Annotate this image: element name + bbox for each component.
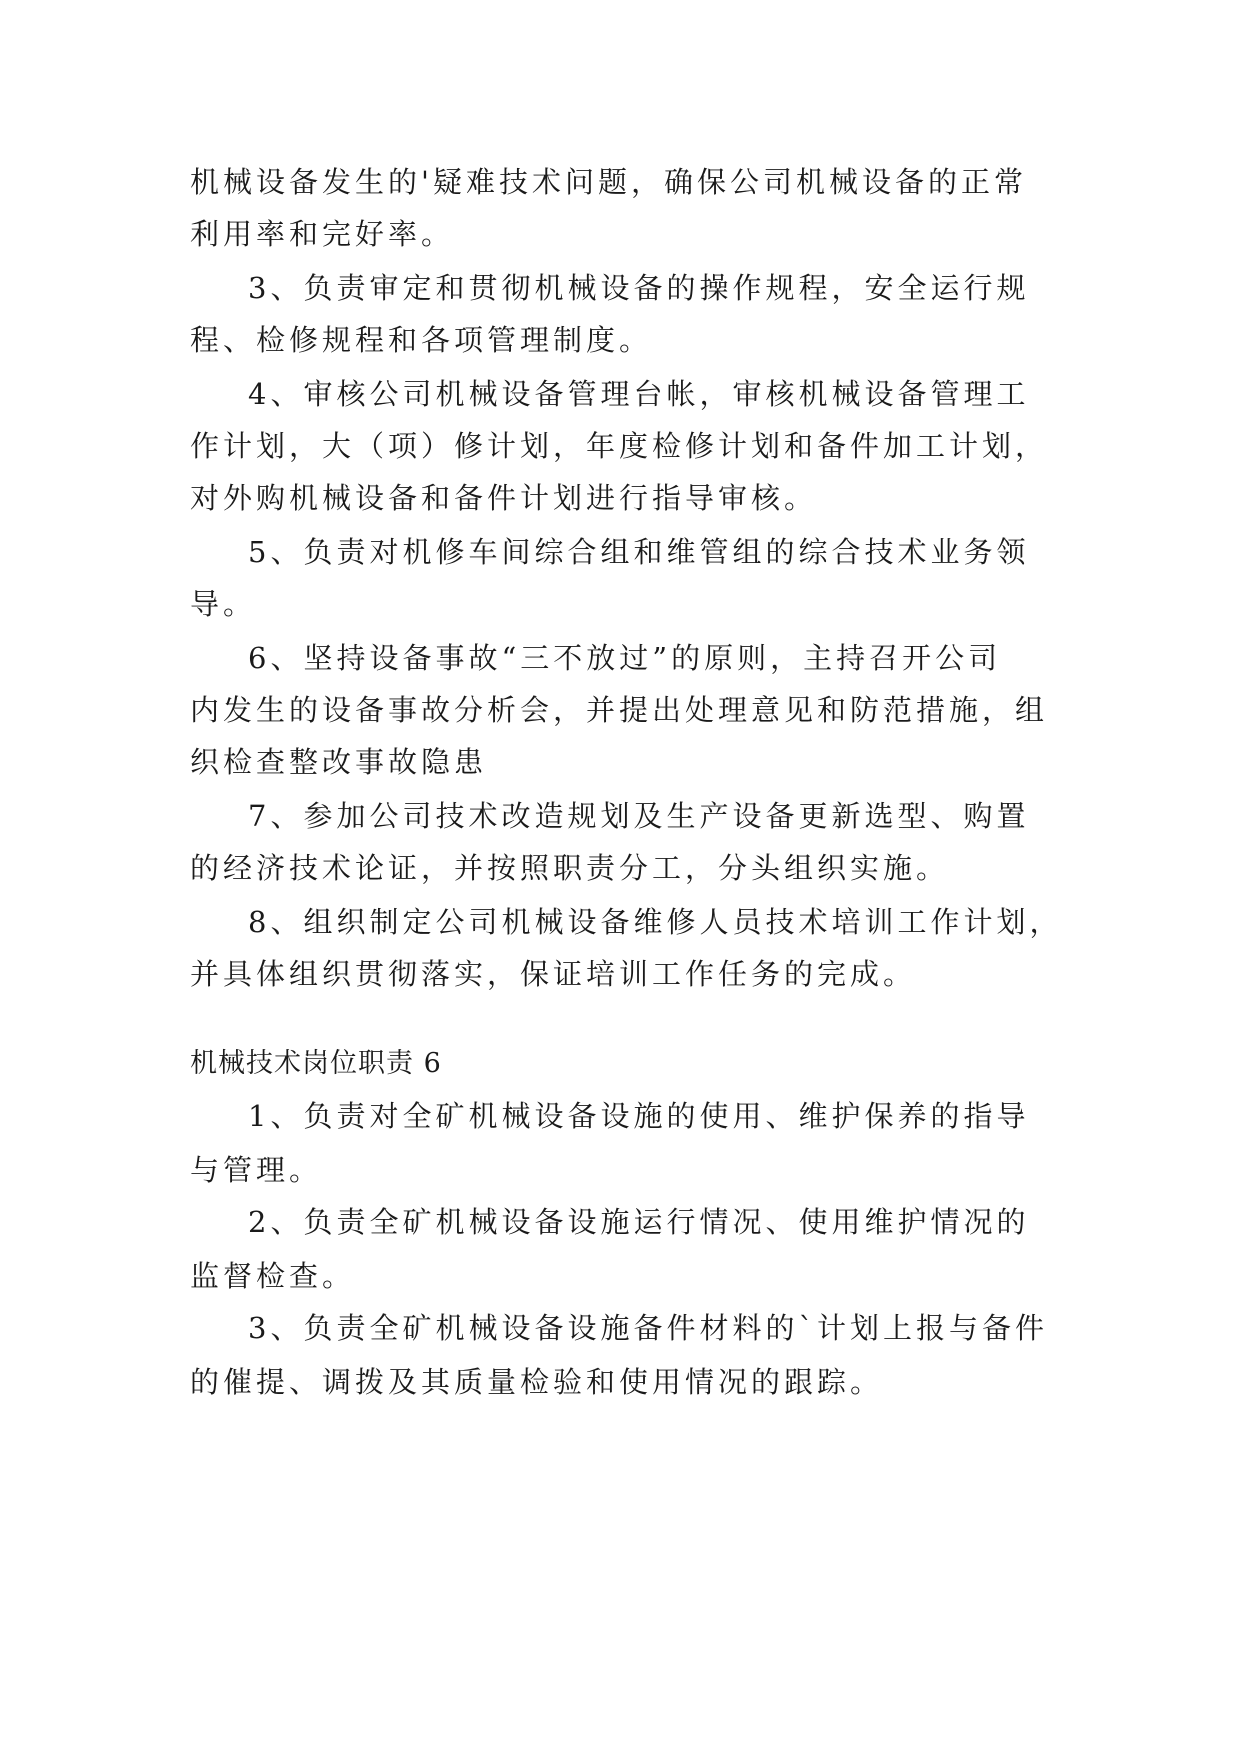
text-line: 并具体组织贯彻落实，保证培训工作任务的完成。: [190, 957, 917, 991]
text-line: 作计划，大（项）修计划，年度检修计划和备件加工计划，: [190, 429, 1049, 463]
section-heading: 机械技术岗位职责 6: [190, 1048, 442, 1079]
text-line: 2、负责全矿机械设备设施运行情况、使用维护情况的: [248, 1205, 1030, 1239]
text-line: 对外购机械设备和备件计划进行指导审核。: [190, 481, 818, 515]
text-line: 导。: [190, 587, 257, 621]
text-line: 与管理。: [190, 1153, 323, 1187]
text-line: 5、负责对机修车间综合组和维管组的综合技术业务领: [248, 535, 1030, 569]
text-line: 内发生的设备事故分析会，并提出处理意见和防范措施，组: [190, 693, 1049, 727]
text-line: 3、负责审定和贯彻机械设备的操作规程，安全运行规: [248, 271, 1030, 305]
text-line: 8、组织制定公司机械设备维修人员技术培训工作计划，: [248, 905, 1063, 939]
text-line: 程、检修规程和各项管理制度。: [190, 323, 653, 357]
text-line: 织检查整改事故隐患: [190, 745, 488, 779]
text-line: 的经济技术论证，并按照职责分工，分头组织实施。: [190, 851, 950, 885]
text-line: 利用率和完好率。: [190, 217, 455, 251]
text-line: 的催提、调拨及其质量检验和使用情况的跟踪。: [190, 1365, 884, 1399]
text-line: 机械设备发生的'疑难技术问题，确保公司机械设备的正常: [190, 165, 1027, 199]
text-line: 3、负责全矿机械设备设施备件材料的`计划上报与备件: [248, 1311, 1048, 1345]
text-line: 6、坚持设备事故“三不放过”的原则，主持召开公司: [248, 641, 1002, 675]
text-line: 4、审核公司机械设备管理台帐，审核机械设备管理工: [248, 377, 1030, 411]
text-line: 监督检查。: [190, 1259, 356, 1293]
text-line: 7、参加公司技术改造规划及生产设备更新选型、购置: [248, 799, 1030, 833]
text-line: 1、负责对全矿机械设备设施的使用、维护保养的指导: [248, 1099, 1030, 1133]
